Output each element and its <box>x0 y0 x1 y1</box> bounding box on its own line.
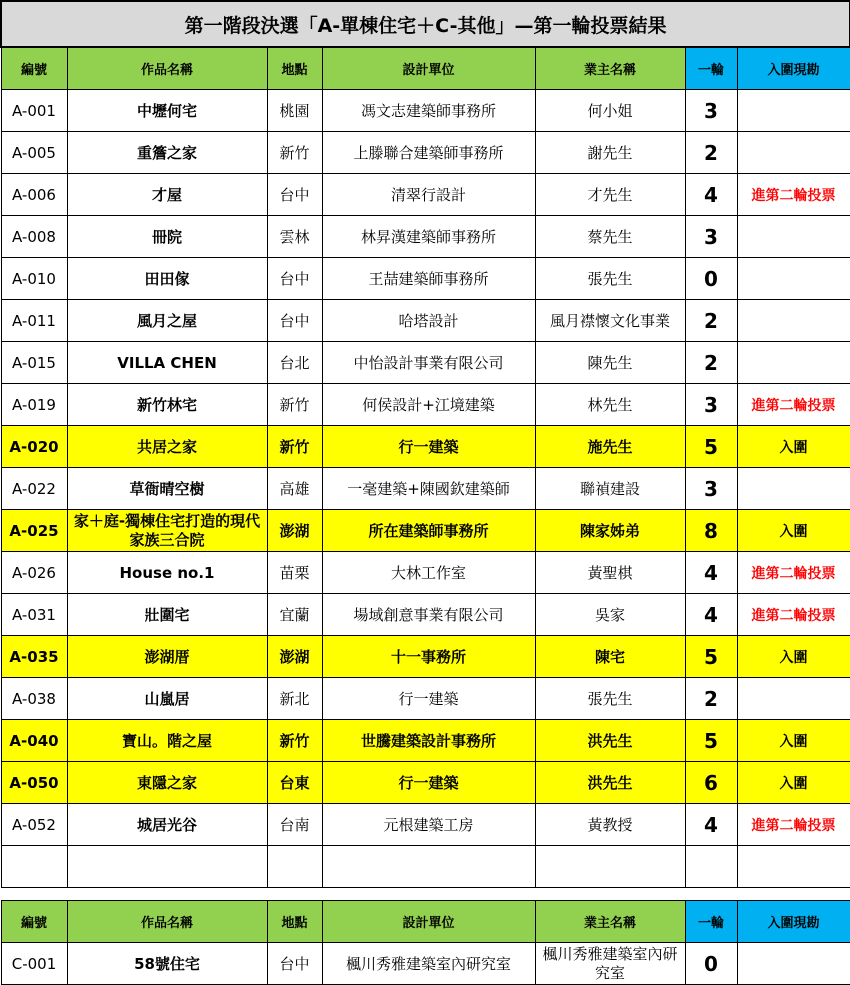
cell-designer: 林昇漢建築師事務所 <box>322 216 535 258</box>
cell-id: A-005 <box>1 132 67 174</box>
cell-name: 壯圍宅 <box>67 594 267 636</box>
cell-id: A-026 <box>1 552 67 594</box>
cell-owner: 林先生 <box>535 384 685 426</box>
cell-designer: 清翠行設計 <box>322 174 535 216</box>
cell-id: A-001 <box>1 90 67 132</box>
header-name: 作品名稱 <box>67 901 267 943</box>
cell-vote: 2 <box>685 678 737 720</box>
cell-designer: 大林工作室 <box>322 552 535 594</box>
header-id: 編號 <box>1 901 67 943</box>
cell-location: 高雄 <box>267 468 322 510</box>
cell-name: 城居光谷 <box>67 804 267 846</box>
table-row <box>1 216 850 258</box>
cell-id: A-020 <box>1 426 67 468</box>
table-row <box>1 258 850 300</box>
header-location: 地點 <box>267 47 322 90</box>
cell-name: 草衙晴空樹 <box>67 468 267 510</box>
cell-vote: 4 <box>685 552 737 594</box>
cell-vote: 3 <box>685 216 737 258</box>
cell-vote: 4 <box>685 174 737 216</box>
cell-id: A-038 <box>1 678 67 720</box>
table-row <box>1 594 850 636</box>
cell-location: 台東 <box>267 762 322 804</box>
cell-location: 台中 <box>267 174 322 216</box>
table-row <box>1 804 850 846</box>
table-row <box>1 720 850 762</box>
cell-name: 家＋庭-獨棟住宅打造的現代家族三合院 <box>67 510 267 552</box>
cell-result: 入圍 <box>737 636 850 678</box>
table-row <box>1 510 850 552</box>
cell-owner: 張先生 <box>535 258 685 300</box>
cell-location: 新竹 <box>267 426 322 468</box>
cell-owner: 才先生 <box>535 174 685 216</box>
table-row <box>1 762 850 804</box>
cell-designer: 行一建築 <box>322 678 535 720</box>
spacer-row <box>1 888 850 901</box>
cell-owner: 張先生 <box>535 678 685 720</box>
cell-owner: 洪先生 <box>535 762 685 804</box>
cell-owner: 洪先生 <box>535 720 685 762</box>
header-designer: 設計單位 <box>322 901 535 943</box>
blank-cell <box>322 846 535 888</box>
cell-id: A-008 <box>1 216 67 258</box>
cell-location: 桃園 <box>267 90 322 132</box>
header-row <box>1 47 850 90</box>
cell-name: 東隱之家 <box>67 762 267 804</box>
cell-designer: 所在建築師事務所 <box>322 510 535 552</box>
cell-designer: 中怡設計事業有限公司 <box>322 342 535 384</box>
cell-vote: 4 <box>685 804 737 846</box>
cell-location: 台北 <box>267 342 322 384</box>
cell-designer: 一毫建築+陳國欽建築師 <box>322 468 535 510</box>
cell-designer: 上滕聯合建築師事務所 <box>322 132 535 174</box>
cell-result <box>737 468 850 510</box>
header-vote: 一輪 <box>685 47 737 90</box>
table-row <box>1 174 850 216</box>
cell-id: A-010 <box>1 258 67 300</box>
cell-result <box>737 216 850 258</box>
cell-owner: 吳家 <box>535 594 685 636</box>
cell-result <box>737 678 850 720</box>
cell-name: 冊院 <box>67 216 267 258</box>
cell-owner: 何小姐 <box>535 90 685 132</box>
cell-owner: 風月襟懷文化事業 <box>535 300 685 342</box>
header-name: 作品名稱 <box>67 47 267 90</box>
blank-cell <box>535 846 685 888</box>
cell-owner: 施先生 <box>535 426 685 468</box>
header-id: 編號 <box>1 47 67 90</box>
cell-name: 風月之屋 <box>67 300 267 342</box>
blank-cell <box>67 846 267 888</box>
cell-id: A-040 <box>1 720 67 762</box>
cell-vote: 2 <box>685 342 737 384</box>
cell-name: 田田傢 <box>67 258 267 300</box>
header-vote: 一輪 <box>685 901 737 943</box>
blank-cell <box>685 846 737 888</box>
header-location: 地點 <box>267 901 322 943</box>
cell-designer: 馮文志建築師事務所 <box>322 90 535 132</box>
header-owner: 業主名稱 <box>535 901 685 943</box>
header-designer: 設計單位 <box>322 47 535 90</box>
cell-id: A-050 <box>1 762 67 804</box>
cell-vote: 3 <box>685 384 737 426</box>
header-result: 入圍現勘 <box>737 901 850 943</box>
blank-cell <box>267 846 322 888</box>
cell-name: 重簷之家 <box>67 132 267 174</box>
cell-name: 山嵐居 <box>67 678 267 720</box>
cell-id: A-022 <box>1 468 67 510</box>
cell-location: 澎湖 <box>267 636 322 678</box>
cell-id: A-052 <box>1 804 67 846</box>
cell-result: 進第二輪投票 <box>737 552 850 594</box>
cell-owner: 陳先生 <box>535 342 685 384</box>
table-row <box>1 132 850 174</box>
cell-designer: 行一建築 <box>322 426 535 468</box>
cell-designer: 行一建築 <box>322 762 535 804</box>
table-row <box>1 468 850 510</box>
cell-location: 台中 <box>267 943 322 985</box>
cell-id: C-001 <box>1 943 67 985</box>
table-row <box>1 300 850 342</box>
cell-result <box>737 342 850 384</box>
cell-location: 澎湖 <box>267 510 322 552</box>
cell-vote: 3 <box>685 90 737 132</box>
cell-id: A-006 <box>1 174 67 216</box>
cell-owner: 陳家姊弟 <box>535 510 685 552</box>
cell-vote: 4 <box>685 594 737 636</box>
cell-vote: 0 <box>685 943 737 985</box>
cell-vote: 6 <box>685 762 737 804</box>
table-row <box>1 552 850 594</box>
table-row <box>1 943 850 985</box>
cell-location: 台中 <box>267 258 322 300</box>
cell-result: 進第二輪投票 <box>737 804 850 846</box>
header-owner: 業主名稱 <box>535 47 685 90</box>
table-row <box>1 90 850 132</box>
cell-location: 新竹 <box>267 384 322 426</box>
cell-location: 新竹 <box>267 132 322 174</box>
cell-location: 台中 <box>267 300 322 342</box>
cell-id: A-035 <box>1 636 67 678</box>
cell-vote: 5 <box>685 720 737 762</box>
cell-designer: 哈塔設計 <box>322 300 535 342</box>
cell-location: 苗栗 <box>267 552 322 594</box>
cell-result: 入圍 <box>737 762 850 804</box>
cell-location: 台南 <box>267 804 322 846</box>
cell-vote: 5 <box>685 636 737 678</box>
cell-owner: 蔡先生 <box>535 216 685 258</box>
cell-id: A-011 <box>1 300 67 342</box>
cell-vote: 8 <box>685 510 737 552</box>
table-row <box>1 384 850 426</box>
cell-location: 新竹 <box>267 720 322 762</box>
table-row <box>1 678 850 720</box>
cell-name: 才屋 <box>67 174 267 216</box>
header-row-c <box>1 901 850 943</box>
cell-id: A-025 <box>1 510 67 552</box>
cell-designer: 楓川秀雅建築室內研究室 <box>322 943 535 985</box>
cell-name: 澎湖厝 <box>67 636 267 678</box>
header-result: 入圍現勘 <box>737 47 850 90</box>
table-row <box>1 636 850 678</box>
blank-cell <box>1 846 67 888</box>
cell-name: House no.1 <box>67 552 267 594</box>
cell-vote: 3 <box>685 468 737 510</box>
cell-designer: 王喆建築師事務所 <box>322 258 535 300</box>
cell-name: 新竹林宅 <box>67 384 267 426</box>
cell-id: A-019 <box>1 384 67 426</box>
title-row <box>1 1 850 47</box>
cell-id: A-031 <box>1 594 67 636</box>
cell-owner: 謝先生 <box>535 132 685 174</box>
spacer-cell <box>1 888 850 901</box>
cell-vote: 2 <box>685 300 737 342</box>
cell-result <box>737 132 850 174</box>
cell-location: 新北 <box>267 678 322 720</box>
cell-result <box>737 943 850 985</box>
cell-id: A-015 <box>1 342 67 384</box>
cell-owner: 黃聖棋 <box>535 552 685 594</box>
cell-result: 進第二輪投票 <box>737 594 850 636</box>
cell-name: 58號住宅 <box>67 943 267 985</box>
cell-result: 入圍 <box>737 426 850 468</box>
cell-owner: 楓川秀雅建築室內研究室 <box>535 943 685 985</box>
page-title: 第一階段決選「A-單棟住宅＋C-其他」—第一輪投票結果 <box>1 1 850 47</box>
cell-location: 宜蘭 <box>267 594 322 636</box>
cell-name: VILLA CHEN <box>67 342 267 384</box>
cell-vote: 2 <box>685 132 737 174</box>
results-table-body <box>1 1 850 985</box>
cell-designer: 元根建築工房 <box>322 804 535 846</box>
cell-result <box>737 300 850 342</box>
blank-row <box>1 846 850 888</box>
cell-designer: 何侯設計+江境建築 <box>322 384 535 426</box>
cell-result: 進第二輪投票 <box>737 384 850 426</box>
cell-owner: 黃教授 <box>535 804 685 846</box>
cell-vote: 0 <box>685 258 737 300</box>
blank-cell <box>737 846 850 888</box>
cell-name: 共居之家 <box>67 426 267 468</box>
cell-result: 入圍 <box>737 720 850 762</box>
cell-name: 中壢何宅 <box>67 90 267 132</box>
cell-designer: 世騰建築設計事務所 <box>322 720 535 762</box>
cell-designer: 十一事務所 <box>322 636 535 678</box>
cell-result <box>737 258 850 300</box>
cell-result: 入圍 <box>737 510 850 552</box>
table-row <box>1 342 850 384</box>
cell-owner: 聯禎建設 <box>535 468 685 510</box>
cell-result <box>737 90 850 132</box>
cell-location: 雲林 <box>267 216 322 258</box>
cell-result: 進第二輪投票 <box>737 174 850 216</box>
cell-name: 寶山。階之屋 <box>67 720 267 762</box>
table-row <box>1 426 850 468</box>
cell-designer: 場域創意事業有限公司 <box>322 594 535 636</box>
cell-owner: 陳宅 <box>535 636 685 678</box>
cell-vote: 5 <box>685 426 737 468</box>
